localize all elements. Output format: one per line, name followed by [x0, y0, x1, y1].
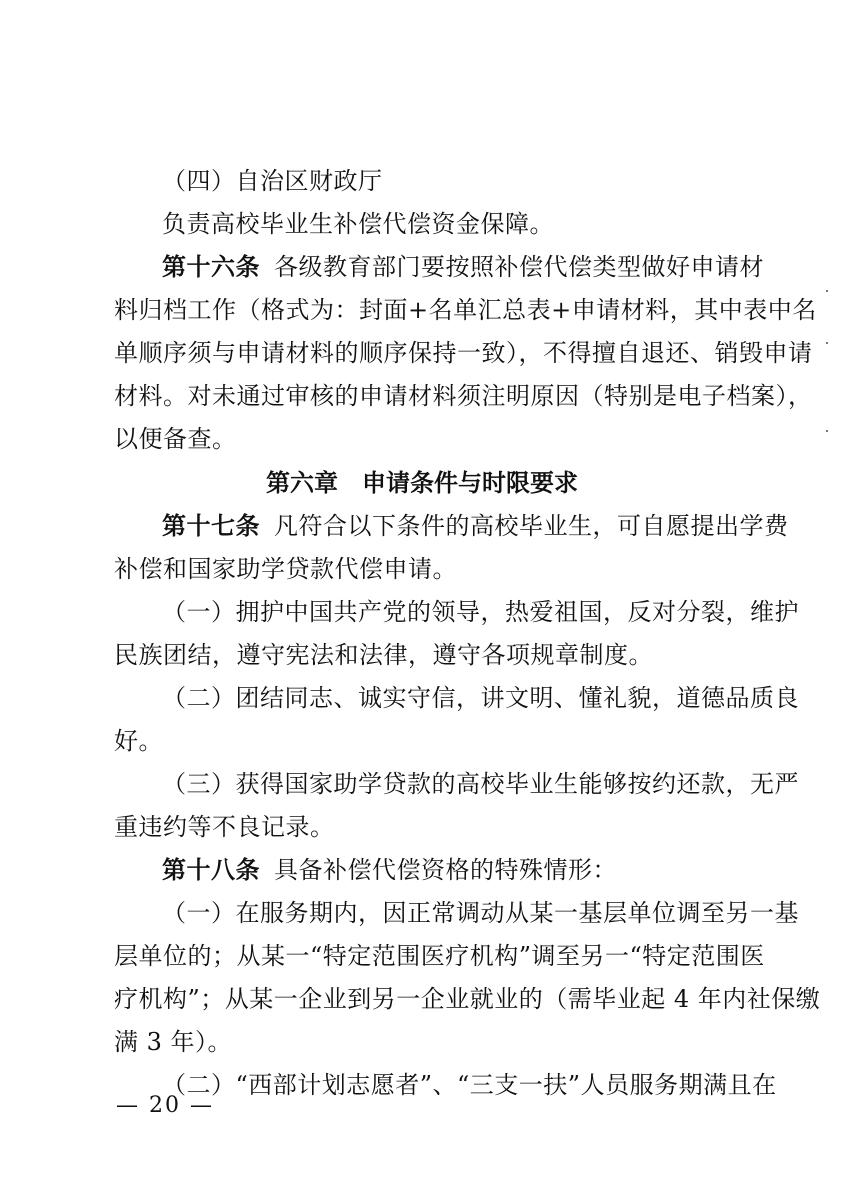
list-item-text: （二）团结同志、诚实守信，讲文明、懂礼貌，道德品质良: [162, 684, 799, 712]
scan-mark: [826, 342, 828, 344]
article-18-first-line: [162, 855, 744, 885]
article-18-title: 第十八条: [162, 856, 260, 884]
chapter-number: 第六章: [266, 469, 338, 497]
paragraph-text: 以便备查。: [114, 425, 237, 453]
paragraph-text: 疗机构”；从某一企业到另一企业就业的（需毕业起 4 年内社保缴: [114, 985, 821, 1013]
article-16-first-line: [162, 252, 764, 282]
paragraph-text: 材料。对未通过审核的申请材料须注明原因（特别是电子档案），: [114, 382, 813, 410]
article-16-text: 各级教育部门要按照补偿代偿类型做好申请材: [274, 253, 764, 281]
list-item-text: （一）拥护中国共产党的领导，热爱祖国，反对分裂，维护: [162, 598, 799, 626]
article-18-text: 具备补偿代偿资格的特殊情形：: [274, 856, 617, 884]
paragraph-text: 满 3 年）。: [114, 1028, 233, 1056]
article-17-title: 第十七条: [162, 512, 260, 540]
article-17-text: 凡符合以下条件的高校毕业生，可自愿提出学费: [274, 512, 789, 540]
paragraph-text: 负责高校毕业生补偿代偿资金保障。: [162, 210, 554, 238]
paragraph-text: 料归档工作（格式为：封面+名单汇总表+申请材料，其中表中名: [114, 296, 817, 324]
paragraph-text: 单顺序须与申请材料的顺序保持一致），不得擅自退还、销毁申请: [114, 339, 813, 367]
article-17-first-line: [162, 511, 789, 541]
scan-mark: [826, 430, 828, 432]
chapter-heading: [0, 468, 844, 498]
section-four-heading: （四）自治区财政厅: [162, 167, 383, 195]
paragraph-text: 重违约等不良记录。: [114, 813, 335, 841]
paragraph-text: 层单位的；从某一“特定范围医疗机构”调至另一“特定范围医: [114, 942, 765, 970]
list-item-text: （一）在服务期内，因正常调动从某一基层单位调至另一基: [162, 899, 799, 927]
paragraph-text: 民族团结，遵守宪法和法律，遵守各项规章制度。: [114, 641, 653, 669]
page-number: — 20 —: [116, 1093, 214, 1118]
chapter-title: 申请条件与时限要求: [362, 469, 578, 497]
paragraph-text: 好。: [114, 727, 163, 755]
scan-mark: [826, 290, 828, 292]
list-item-text: （三）获得国家助学贷款的高校毕业生能够按约还款，无严: [162, 770, 799, 798]
article-16-title: 第十六条: [162, 253, 260, 281]
paragraph-text: 补偿和国家助学贷款代偿申请。: [114, 555, 457, 583]
list-item-text: （二）“西部计划志愿者”、“三支一扶”人员服务期满且在: [162, 1071, 777, 1099]
